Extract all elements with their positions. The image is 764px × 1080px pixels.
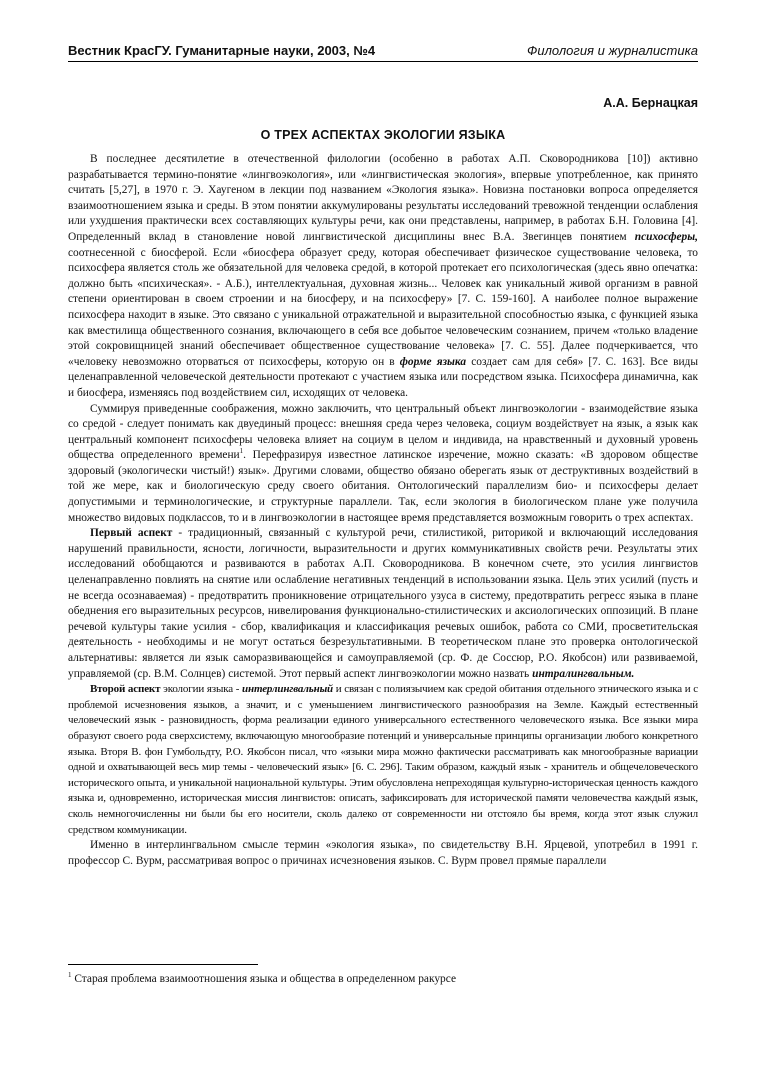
- paragraph-1: [68, 152, 698, 402]
- paragraph-5: [68, 838, 698, 869]
- paragraph-4-text-b: и связан с полиязычием как средой обитания отдельного этнического языка и с проблемой исчезновения языков, а значит, и с уменьшением лингвистического разнообразия на Земле. Каждый естественный человеческий язык - разновидность, форма реализации единого универсального естественного человеческого языка. Все языки мира образуют своего рода сверхсистему, включающую многообразие потенций и универсальные принципы организации любого конкретного языка. Вторя В. фон Гумбольдту, Р.О. Якобсон писал, что «языки мира можно фактически рассматривать как многообразные вариации одной и охватывающей весь мир темы - человеческий язык» [6. С. 296]. Таким образом, каждый язык - хранитель и общечеловеческого исторического опыта, и уникальной национальной культуры. Этим обусловлена непреходящая культурно-историческая ценность каждого языка и, одновременно, историческая миссия лингвистов: описать, зафиксировать для исторической памяти человечества каждый язык, сколь немногочисленны ни были бы его носители, сколь далеко от современности ни отстояло бы время, когда этот язык служил средством коммуникации.: [68, 683, 698, 836]
- first-aspect-lead: Первый аспект: [90, 527, 173, 540]
- paragraph-2-text-a: Суммируя приведенные соображения, можно заключить, что центральный объект лингвоэкологии - взаимодействие языка со средой - следует понимать как двуединый процесс: внешняя среда через человека, социум воздействует на язык, а язык как центральный компонент психосферы человека влияет на социум в целом и индивида, на нравственный и духовный уровень общества определенного времени: [68, 402, 698, 462]
- paragraph-2: [68, 402, 698, 527]
- term-interlingual: интерлингвальный: [242, 683, 334, 696]
- paragraph-3-text-a: - традиционный, связанный с культурой речи, стилистикой, риторикой и включающий исследования нарушений правильности, ясности, логичности, выразительности и других коммуникативных свойств речи. Результаты этих исследований обобщаются и развиваются в работах А.П. Сковородникова. В конечном счете, это усилия лингвистов целенаправленно повлиять на снятие или ослабление негативных тенденций в использовании языка. Цель этих усилий (пусть и не всегда осознаваемая) - предотвратить проникновение отрицательного узуса в систему, предотвратить регресс языка в плане обеднения его выразительных ресурсов, нивелирования функционально-стилистических и аксиологических оппозиций. В плане речевой культуры такие усилия - сбор, квалификация и классификация речевых ошибок, работа со СМИ, просветительская деятельность - необходимы и не могут остаться безрезультативными. В теоретическом плане это проверка онтологической альтернативы: является ли язык саморазвивающейся и самоуправляемой (ср. Ф. де Соссюр, Р.О. Якобсон) или развиваемой, управляемой (ср. В.М. Солнцев) системой. Этот первый аспект лингвоэкологии можно назвать: [68, 527, 699, 680]
- paragraph-1-text-c: создает сам для себя» [7. С. 163]. Все виды целенаправленной человеческой деятельности протекают с участием языка или посредством языка. Психосфера динамична, как и биосфера, изменяясь под воздействием сил, исходящих от человека.: [68, 355, 698, 399]
- footnote: [68, 972, 698, 987]
- paragraph-2-text-b: . Перефразируя известное латинское изречение, можно сказать: «В здоровом обществе здоровый (экологически чистый!) язык». Другими словами, общество обязано оберегать язык от деструктивных воздействий в той же мере, как и биологическую среду своего обитания. Онтологический параллелизм био- и психосферы делает допустимыми и терминологические, и структурные параллели. Так, если экология в биологическом плане уже получила множество видовых подклассов, то и в лингвоэкологии в настоящее время представляется возможным говорить о трех аспектах.: [68, 449, 698, 524]
- paragraph-5-text-a: Именно в интерлингвальном смысле термин «экология языка», по свидетельству В.Н. Ярцевой, употребил в 1991 г. профессор С. Вурм, рассматривая вопрос о причинах исчезновения языков. С. Вурм провел прямые параллели: [68, 839, 698, 867]
- running-header: [68, 43, 698, 62]
- term-psychosphere: психосферы,: [634, 230, 698, 243]
- footnote-mark: 1: [68, 971, 72, 979]
- article-author: А.А. Бернацкая: [603, 96, 698, 110]
- paragraph-4: [68, 682, 698, 838]
- footnote-divider: [68, 964, 258, 965]
- footnote-text: Старая проблема взаимоотношения языка и общества в определенном ракурсе: [71, 973, 456, 985]
- article-title: О ТРЕХ АСПЕКТАХ ЭКОЛОГИИ ЯЗЫКА: [260, 128, 506, 142]
- term-language-form: форме языка: [399, 355, 467, 368]
- paragraph-1-text-b: соотнесенной с биосферой. Если «биосфера образует среду, которая обеспечивает физическое существование человека, то психосфера является столь же обязательной для человека средой, в которой протекает его психологическая (здесь явно опечатка: должно быть «психическая». - А.Б.), интеллектуальная, духовная жизнь... Человек как уникальный живой организм в равной степени ориентирован в своем строении и на биосферу, и на психосферу» [7. С. 159-160]. А наиболее полное выражение психосфера находит в языке. Это связано с уникальной отражательной и выразительной способностью языка, с функцией языка как вместилища общественного сознания, включающего в себя все добытое человеческим сознанием, причем «только владение этой сокровищницей знаний обеспечивает общественное существование человека» [7. С. 55]. Далее подчеркивается, что «человеку невозможно оторваться от психосферы, которую он в: [68, 246, 698, 368]
- footnote-reference[interactable]: 1: [239, 447, 244, 456]
- journal-title: Вестник КрасГУ. Гуманитарные науки, 2003, №4: [68, 43, 376, 58]
- term-intralingual: интралингвальным.: [532, 667, 635, 680]
- paragraph-1-text-a: В последнее десятилетие в отечественной филологии (особенно в работах А.П. Сковородникова [10]) активно разрабатывается термино-понятие «лингвоэкология», или «лингвистическая экология», впервые употребленное, как принято считать [5,27], в 1970 г. Э. Хаугеном в лекции под названием «Экология языка». Новизна постановки вопроса определяется взаимоотношением языка и среды. В этом понятии аккумулированы результаты исследований тревожной тенденции ослабления или ухудшения практически всех составляющих культуры речи, как они представлены, например, в работах Б.Н. Головина [4]. Определенный вклад в становление новой лингвистической дисциплины внес В.А. Звегинцев понятием: [68, 153, 698, 243]
- paragraph-3: [68, 526, 698, 682]
- paragraph-4-text-a: экологии языка -: [160, 683, 243, 696]
- section-title: Филология и журналистика: [527, 43, 698, 58]
- article-body: [68, 152, 698, 869]
- second-aspect-lead: Второй аспект: [90, 683, 161, 696]
